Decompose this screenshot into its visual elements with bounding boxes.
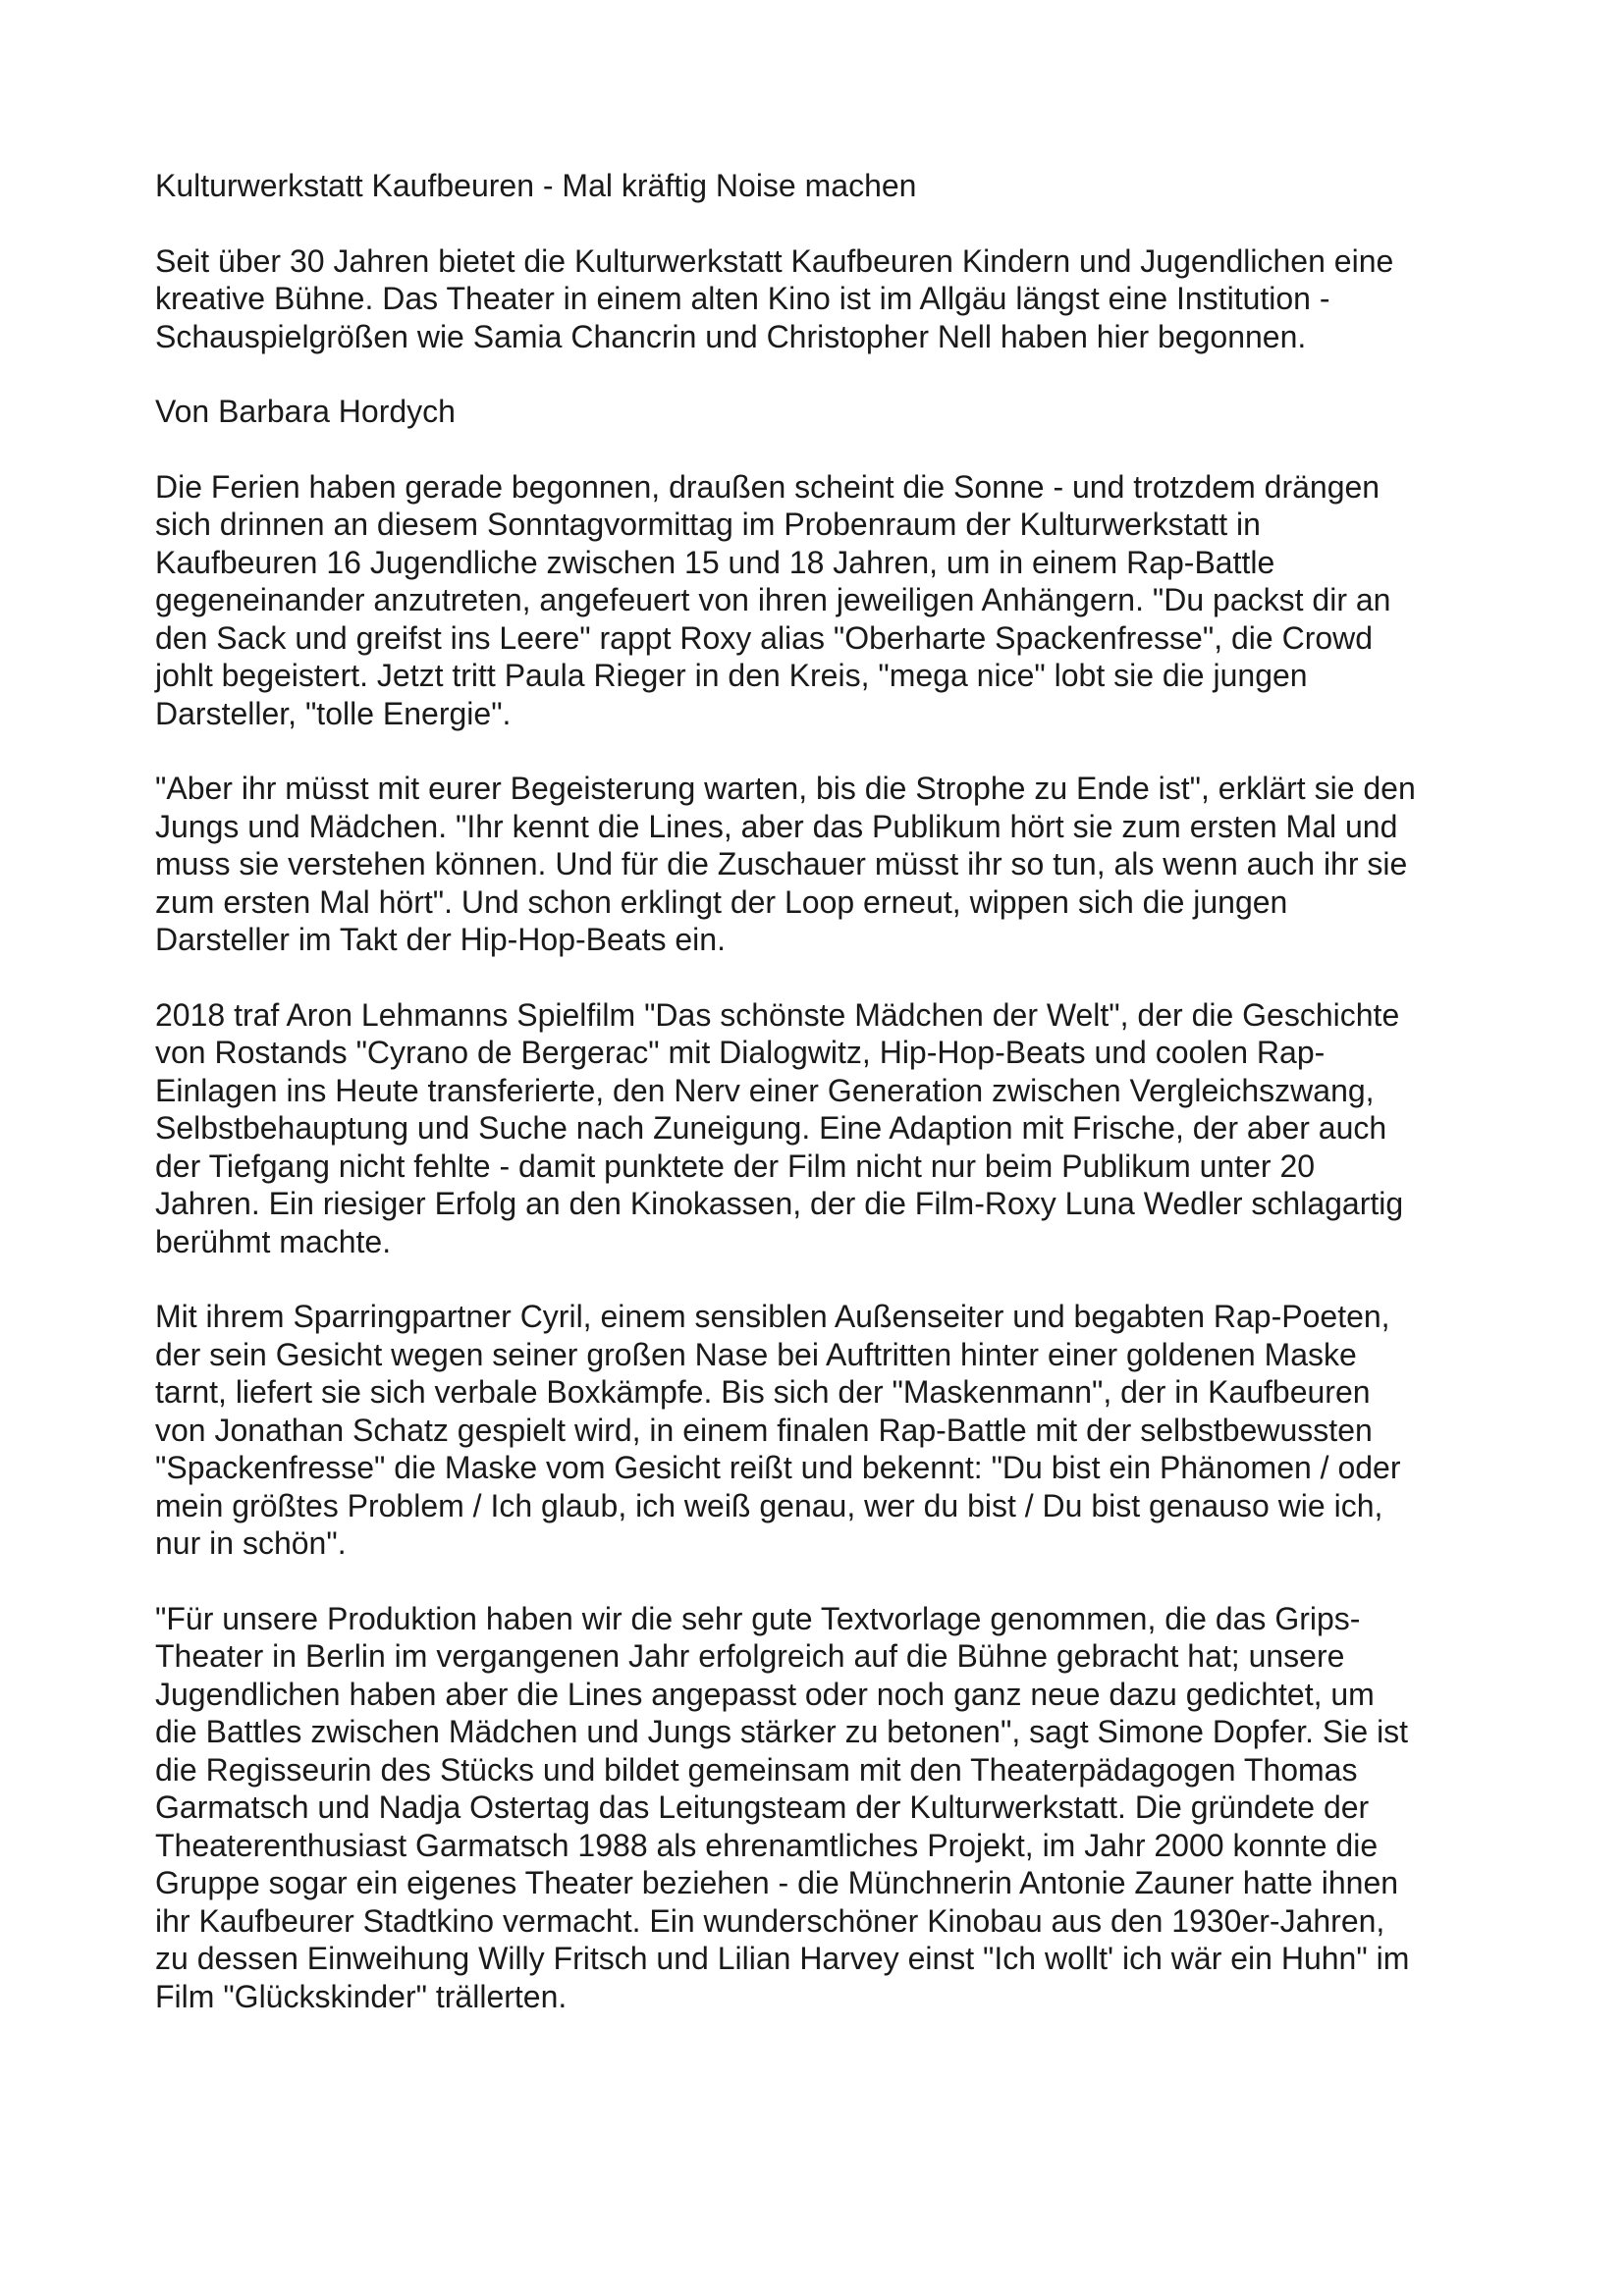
- paragraph-line: sich drinnen an diesem Sonntagvormittag im Probenraum der Kulturwerkstatt in: [155, 507, 1261, 542]
- paragraph-line: die Battles zwischen Mädchen und Jungs stärker zu betonen", sagt Simone Dopfer. Sie ist: [155, 1714, 1409, 1749]
- paragraph-2: [155, 770, 1490, 959]
- paragraph-line: der sein Gesicht wegen seiner großen Nase bei Auftritten hinter einer goldenen Maske: [155, 1336, 1357, 1372]
- paragraph-line: Garmatsch und Nadja Ostertag das Leitungsteam der Kulturwerkstatt. Die gründete der: [155, 1789, 1370, 1825]
- article-byline: [155, 393, 1490, 431]
- paragraph-line: Theaterenthusiast Garmatsch 1988 als ehrenamtliches Projekt, im Jahr 2000 konnte die: [155, 1827, 1379, 1863]
- paragraph-line: Gruppe sogar ein eigenes Theater beziehen - die Münchnerin Antonie Zauner hatte ihnen: [155, 1865, 1399, 1900]
- paragraph-line: "Für unsere Produktion haben wir die sehr gute Textvorlage genommen, die das Grips-: [155, 1600, 1361, 1636]
- paragraph-line: Die Ferien haben gerade begonnen, draußen scheint die Sonne - und trotzdem drängen: [155, 468, 1380, 505]
- title-line: Kulturwerkstatt Kaufbeuren - Mal kräftig Noise machen: [155, 168, 917, 203]
- lead-line: Seit über 30 Jahren bietet die Kulturwerkstatt Kaufbeuren Kindern und Jugendlichen eine: [155, 242, 1394, 279]
- paragraph-line: den Sack und greifst ins Leere" rappt Roxy alias "Oberharte Spackenfresse", die Crowd: [155, 619, 1374, 656]
- paragraph-line: "Aber ihr müsst mit eurer Begeisterung warten, bis die Strophe zu Ende ist", erklärt sie den: [155, 771, 1416, 806]
- paragraph-line: nur in schön".: [155, 1525, 347, 1561]
- paragraph-line: Mit ihrem Sparringpartner Cyril, einem sensiblen Außenseiter und begabten Rap-Poeten,: [155, 1299, 1390, 1334]
- paragraph-line: zu dessen Einweihung Willy Fritsch und Lilian Harvey einst "Ich wollt' ich wär ein Huhn" im: [155, 1941, 1410, 1976]
- paragraph-line: von Jonathan Schatz gespielt wird, in einem finalen Rap-Battle mit der selbstbewussten: [155, 1412, 1373, 1448]
- lead-line: Schauspielgrößen wie Samia Chancrin und Christopher Nell haben hier begonnen.: [155, 318, 1307, 354]
- paragraph-line: mein größtes Problem / Ich glaub, ich weiß genau, wer du bist / Du bist genauso wie ich,: [155, 1487, 1383, 1523]
- paragraph-line: der Tiefgang nicht fehlte - damit punktete der Film nicht nur beim Publikum unter 20: [155, 1148, 1316, 1184]
- paragraph-line: Film "Glückskinder" trällerten.: [155, 1978, 568, 2014]
- paragraph-line: Theater in Berlin im vergangenen Jahr erfolgreich auf die Bühne gebracht hat; unsere: [155, 1638, 1345, 1674]
- paragraph-line: von Rostands "Cyrano de Bergerac" mit Dialogwitz, Hip-Hop-Beats und coolen Rap-: [155, 1035, 1326, 1070]
- document-page: [155, 167, 1490, 2053]
- paragraph-line: johlt begeistert. Jetzt tritt Paula Rieger in den Kreis, "mega nice" lobt sie die jungen: [155, 658, 1308, 693]
- paragraph-line: Kaufbeuren 16 Jugendliche zwischen 15 und 18 Jahren, um in einem Rap-Battle: [155, 544, 1275, 580]
- paragraph-5: [155, 1600, 1490, 2016]
- paragraph-line: Einlagen ins Heute transferierte, den Nerv einer Generation zwischen Vergleichszwang,: [155, 1072, 1375, 1108]
- article-lead: [155, 242, 1490, 356]
- paragraph-line: die Regisseurin des Stücks und bildet gemeinsam mit den Theaterpädagogen Thomas: [155, 1751, 1358, 1788]
- byline-line: Von Barbara Hordych: [155, 394, 456, 429]
- article-title: [155, 167, 1490, 205]
- paragraph-line: Selbstbehauptung und Suche nach Zuneigung. Eine Adaption mit Frische, der aber auch: [155, 1110, 1387, 1146]
- paragraph-1: [155, 468, 1490, 733]
- paragraph-line: ihr Kaufbeurer Stadtkino vermacht. Ein wunderschöner Kinobau aus den 1930er-Jahren,: [155, 1902, 1385, 1939]
- paragraph-line: Jungs und Mädchen. "Ihr kennt die Lines, aber das Publikum hört sie zum ersten Mal und: [155, 808, 1398, 844]
- paragraph-3: [155, 996, 1490, 1261]
- paragraph-line: berühmt machte.: [155, 1223, 392, 1259]
- paragraph-line: Jahren. Ein riesiger Erfolg an den Kinokassen, der die Film-Roxy Luna Wedler schlagartig: [155, 1186, 1404, 1221]
- lead-line: kreative Bühne. Das Theater in einem alten Kino ist im Allgäu längst eine Institution -: [155, 281, 1330, 316]
- paragraph-line: 2018 traf Aron Lehmanns Spielfilm "Das schönste Mädchen der Welt", der die Geschichte: [155, 996, 1400, 1033]
- paragraph-line: Jugendlichen haben aber die Lines angepasst oder noch ganz neue dazu gedichtet, um: [155, 1676, 1375, 1712]
- paragraph-line: "Spackenfresse" die Maske vom Gesicht reißt und bekennt: "Du bist ein Phänomen / oder: [155, 1450, 1401, 1485]
- paragraph-line: muss sie verstehen können. Und für die Zuschauer müsst ihr so tun, als wenn auch ihr sie: [155, 846, 1408, 881]
- paragraph-line: Darsteller, "tolle Energie".: [155, 695, 512, 731]
- paragraph-line: Darsteller im Takt der Hip-Hop-Beats ein.: [155, 922, 726, 957]
- paragraph-line: gegeneinander anzutreten, angefeuert von ihren jeweiligen Anhängern. "Du packst dir an: [155, 582, 1391, 617]
- paragraph-4: [155, 1298, 1490, 1563]
- paragraph-line: zum ersten Mal hört". Und schon erklingt der Loop erneut, wippen sich die jungen: [155, 883, 1288, 920]
- paragraph-line: tarnt, liefert sie sich verbale Boxkämpfe. Bis sich der "Maskenmann", der in Kaufbeuren: [155, 1374, 1371, 1410]
